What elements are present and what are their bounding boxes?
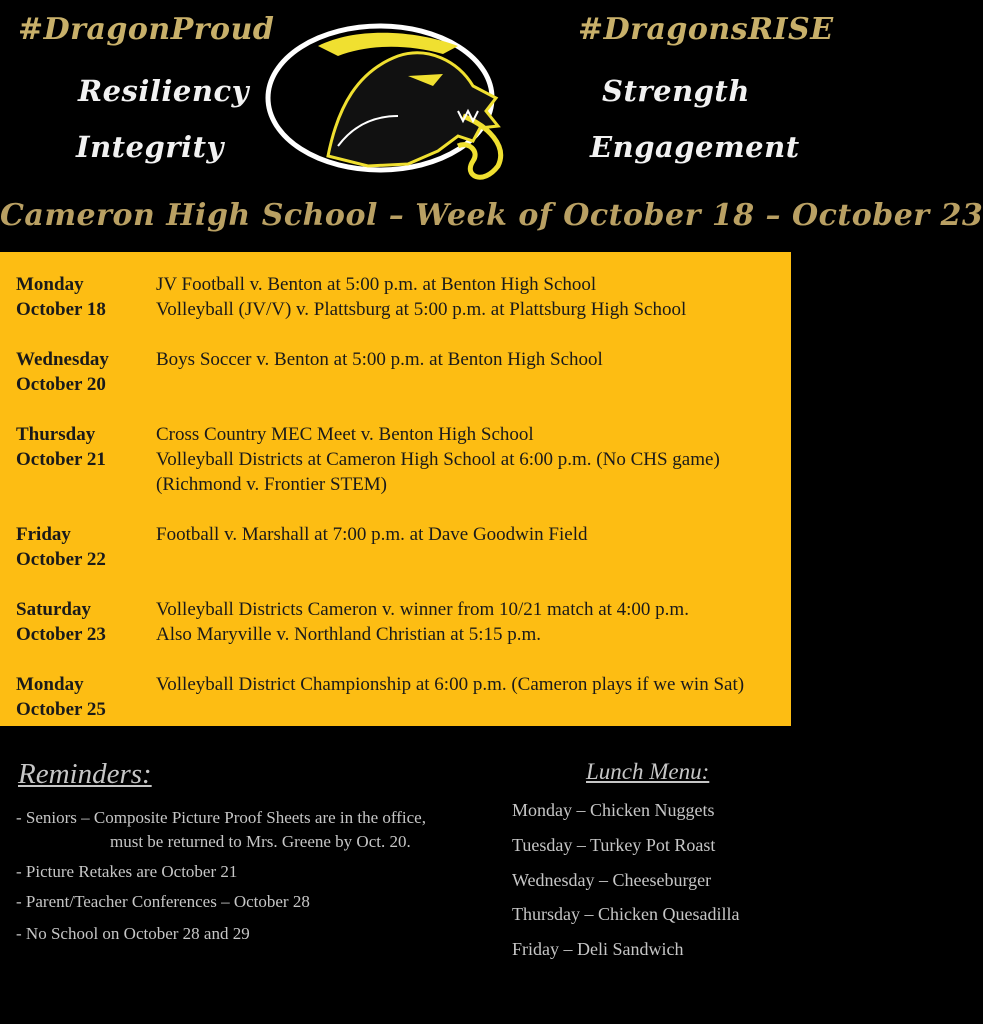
schedule-day: Thursday October 21 xyxy=(16,424,106,470)
reminder-item: - Seniors – Composite Picture Proof Sheets are in the office, xyxy=(16,808,426,827)
week-banner: Cameron High School – Week of October 18 – October 23 xyxy=(0,198,983,233)
schedule-day: Wednesday October 20 xyxy=(16,349,109,395)
schedule-day: Friday October 22 xyxy=(16,524,106,570)
lunch-menu-title: Lunch Menu: xyxy=(586,759,710,784)
schedule-events: Volleyball District Championship at 6:00 p.m. (Cameron plays if we win Sat) xyxy=(156,674,745,695)
schedule-day: Monday October 25 xyxy=(16,674,106,720)
value-resiliency: Resiliency xyxy=(78,74,249,108)
schedule-day: Monday October 18 xyxy=(16,274,106,320)
reminder-item: - Picture Retakes are October 21 xyxy=(16,862,238,881)
value-strength: Strength xyxy=(602,74,750,108)
lunch-item: Monday – Chicken Nuggets xyxy=(512,800,715,820)
lunch-item: Thursday – Chicken Quesadilla xyxy=(512,904,740,924)
schedule-day: Saturday October 23 xyxy=(16,599,106,645)
hashtag-right: #DragonsRISE xyxy=(578,12,834,47)
reminder-item: - Parent/Teacher Conferences – October 28 xyxy=(16,892,310,911)
schedule-events: Volleyball Districts Cameron v. winner from 10/21 match at 4:00 p.m. Also Maryville v. Northland Christian at 5:15 p.m. xyxy=(156,599,689,645)
reminders-title: Reminders: xyxy=(18,758,152,790)
schedule-section xyxy=(0,252,791,726)
schedule-events: JV Football v. Benton at 5:00 p.m. at Benton High School Volleyball (JV/V) v. Plattsburg at 5:00 p.m. at Plattsburg High School xyxy=(156,274,687,320)
lunch-item: Wednesday – Cheeseburger xyxy=(512,870,712,890)
footer-section xyxy=(0,726,791,1024)
reminder-item: must be returned to Mrs. Greene by Oct. 20. xyxy=(110,832,411,851)
dragon-logo xyxy=(258,16,528,196)
hashtag-left: #DragonProud xyxy=(18,12,275,47)
schedule-events: Football v. Marshall at 7:00 p.m. at Dave Goodwin Field xyxy=(156,524,588,545)
lunch-item: Tuesday – Turkey Pot Roast xyxy=(512,835,716,855)
reminder-item: - No School on October 28 and 29 xyxy=(16,924,250,943)
header xyxy=(0,0,983,252)
schedule-events: Cross Country MEC Meet v. Benton High School Volleyball Districts at Cameron High School at 6:00 p.m. (No CHS game) (Richmond v. Frontier STEM) xyxy=(156,424,720,495)
value-integrity: Integrity xyxy=(76,130,224,164)
schedule-events: Boys Soccer v. Benton at 5:00 p.m. at Benton High School xyxy=(156,349,603,370)
value-engagement: Engagement xyxy=(590,130,800,164)
lunch-item: Friday – Deli Sandwich xyxy=(512,939,684,959)
